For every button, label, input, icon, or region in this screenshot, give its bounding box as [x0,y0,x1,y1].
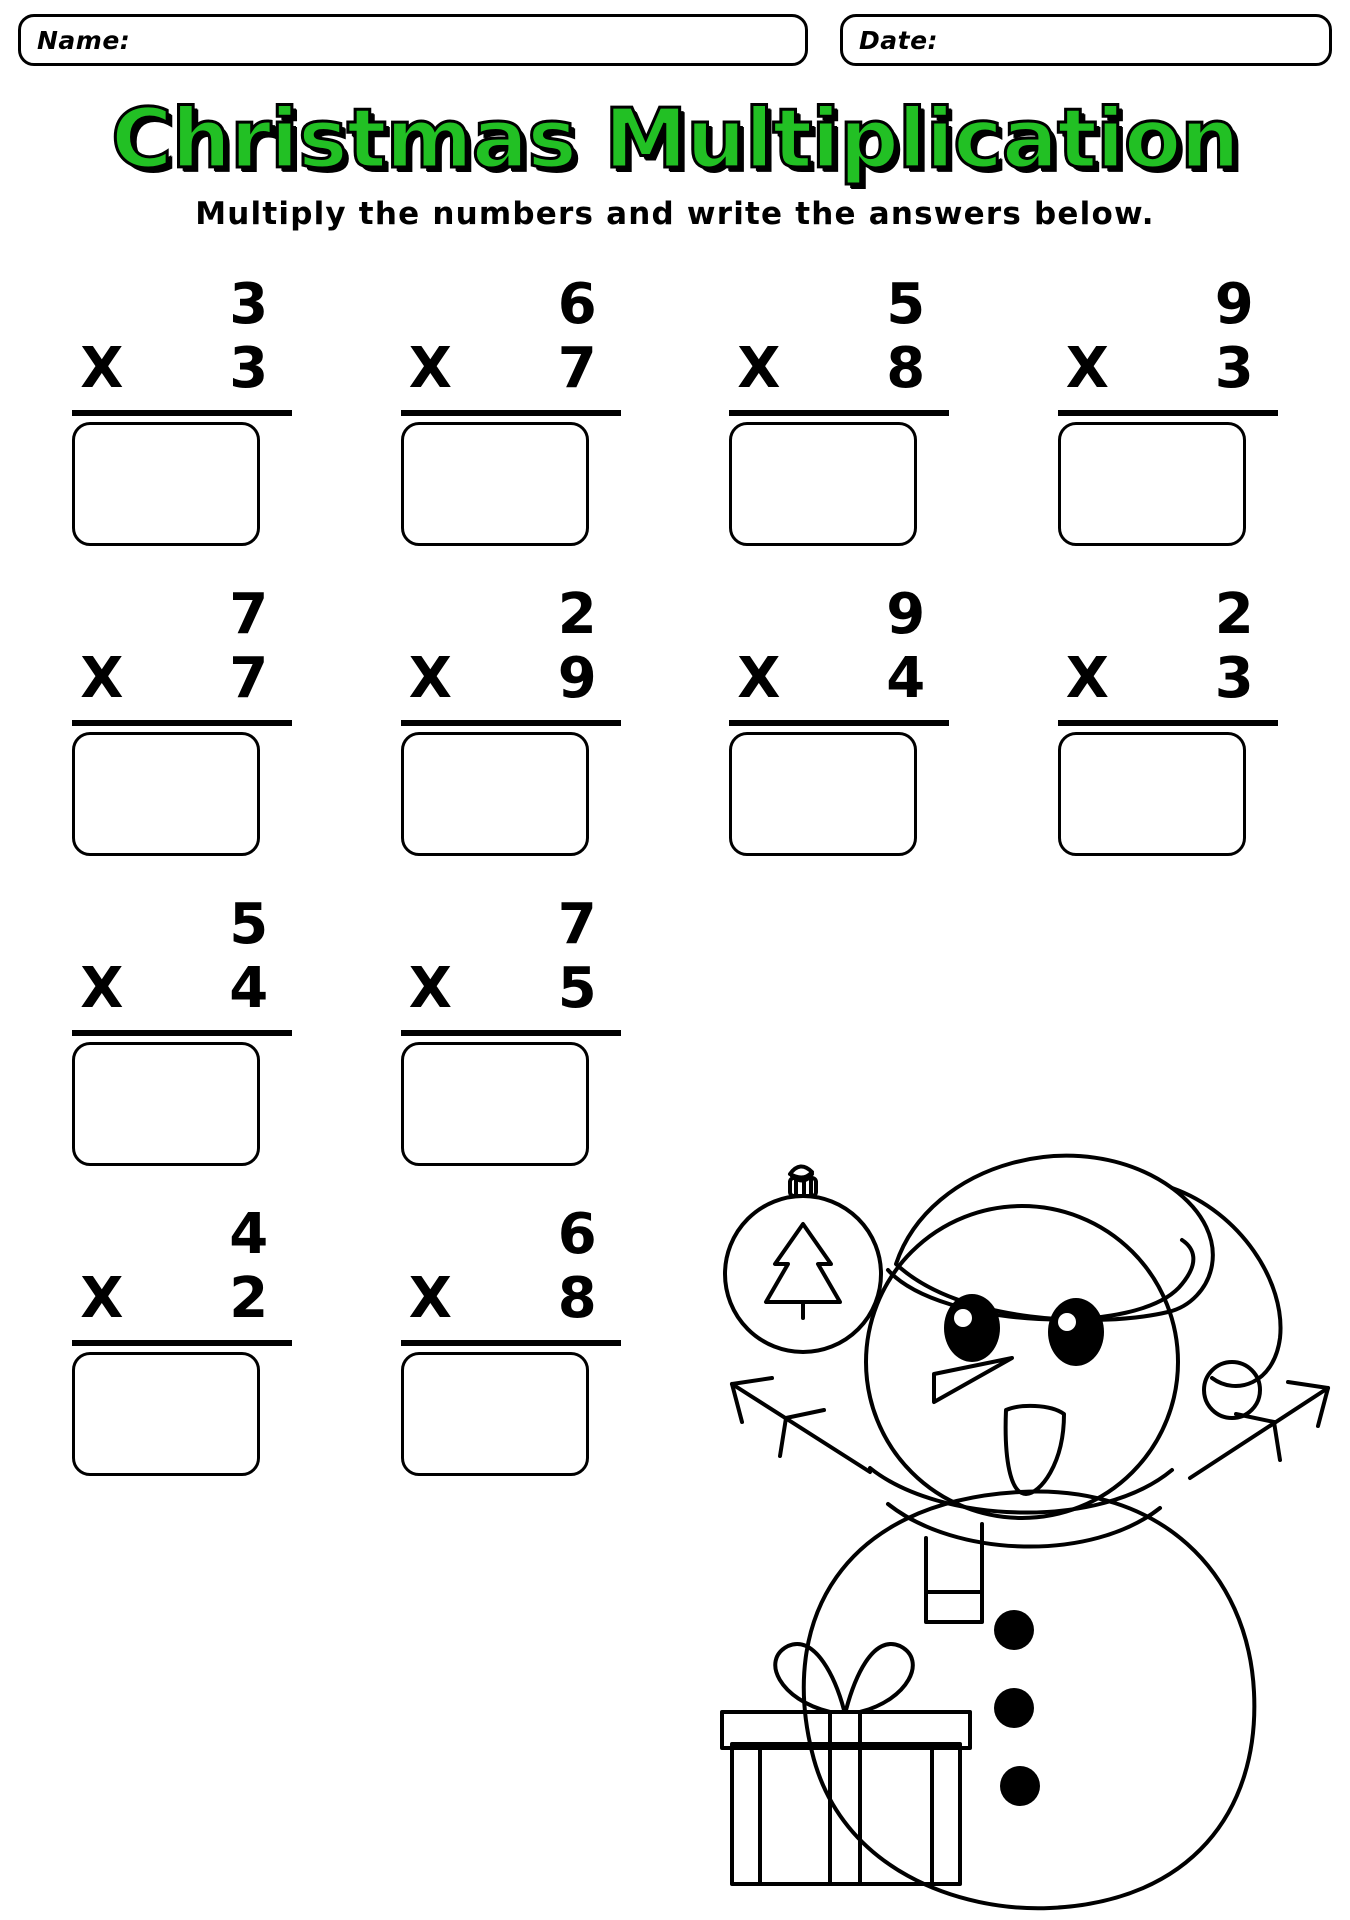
problem-row [18,1204,1332,1514]
problem [1058,584,1278,856]
problem-cell [18,584,347,894]
date-field-label: Date: [859,25,939,55]
multiplier: 5 [557,956,597,1021]
multiplier: 7 [557,336,597,401]
operator-symbol: X [80,336,124,401]
multiplier: 7 [229,646,269,711]
problem [401,584,621,856]
snowman-buttons [994,1610,1040,1806]
multiplicand: 7 [557,892,597,957]
problem-row [18,894,1332,1204]
problem-rule [72,410,292,416]
answer-box[interactable] [729,732,917,856]
multiplicand: 9 [886,582,926,647]
multiplicand: 2 [557,582,597,647]
problem-cell [1004,584,1333,894]
problem-cell [347,1204,676,1514]
problem-cell [1004,274,1333,584]
multiplicand: 9 [1214,272,1254,337]
multiplier: 8 [886,336,926,401]
date-field[interactable] [840,14,1332,66]
header-fields [18,14,1332,66]
operator-symbol: X [408,1266,452,1331]
multiplier: 3 [1214,336,1254,401]
multiplier: 4 [229,956,269,1021]
answer-box[interactable] [1058,732,1246,856]
problem [401,1204,621,1476]
illustration-spacer [675,894,1004,1204]
operator-symbol: X [1065,646,1109,711]
operator-symbol: X [80,1266,124,1331]
illustration-spacer [1004,894,1333,1204]
problem-cell [675,584,1004,894]
multiplicand: 2 [1214,582,1254,647]
problem-cell [18,1204,347,1514]
illustration-spacer [675,1204,1004,1514]
problem-cell [347,274,676,584]
operator-symbol: X [408,956,452,1021]
problem [729,274,949,546]
problem-rule [729,410,949,416]
operator-symbol: X [737,646,781,711]
problem-cell [347,584,676,894]
multiplier: 4 [886,646,926,711]
multiplier: 9 [557,646,597,711]
multiplicand: 5 [886,272,926,337]
multiplier: 8 [557,1266,597,1331]
title-area [18,92,1332,188]
problem-rule [401,410,621,416]
answer-box[interactable] [72,1042,260,1166]
problem-cell [18,274,347,584]
problem-rule [401,720,621,726]
illustration-spacer [1004,1204,1333,1514]
snowman-body [804,1491,1255,1908]
problem [72,274,292,546]
problem-rule [401,1030,621,1036]
operator-symbol: X [1065,336,1109,401]
problem-row [18,584,1332,894]
problem-row [18,274,1332,584]
answer-box[interactable] [72,422,260,546]
multiplicand: 3 [229,272,269,337]
problem-rule [1058,410,1278,416]
instructions: Multiply the numbers and write the answers below. [195,196,1155,232]
multiplicand: 4 [229,1202,269,1267]
answer-box[interactable] [401,422,589,546]
multiplicand: 7 [229,582,269,647]
problem-cell [347,894,676,1204]
answer-box[interactable] [72,1352,260,1476]
problem-grid [18,274,1332,1514]
operator-symbol: X [80,646,124,711]
problem-rule [72,1340,292,1346]
problem-rule [401,1340,621,1346]
problem-cell [675,274,1004,584]
problem [72,894,292,1166]
operator-symbol: X [408,336,452,401]
problem [72,584,292,856]
multiplicand: 6 [557,272,597,337]
multiplier: 3 [1214,646,1254,711]
problem [401,894,621,1166]
problem [72,1204,292,1476]
multiplier: 3 [229,336,269,401]
answer-box[interactable] [401,1042,589,1166]
problem-rule [729,720,949,726]
answer-box[interactable] [72,732,260,856]
operator-symbol: X [737,336,781,401]
problem [1058,274,1278,546]
name-field[interactable] [18,14,808,66]
name-field-label: Name: [37,25,131,55]
problem-rule [72,1030,292,1036]
operator-symbol: X [408,646,452,711]
answer-box[interactable] [401,1352,589,1476]
answer-box[interactable] [401,732,589,856]
operator-symbol: X [80,956,124,1021]
problem-rule [1058,720,1278,726]
answer-box[interactable] [729,422,917,546]
multiplier: 2 [229,1266,269,1331]
problem-cell [18,894,347,1204]
multiplicand: 5 [229,892,269,957]
multiplicand: 6 [557,1202,597,1267]
gift-box-icon [722,1644,970,1884]
problem [401,274,621,546]
page-title: Christmas Multiplication [111,92,1239,187]
problem [729,584,949,856]
answer-box[interactable] [1058,422,1246,546]
problem-rule [72,720,292,726]
